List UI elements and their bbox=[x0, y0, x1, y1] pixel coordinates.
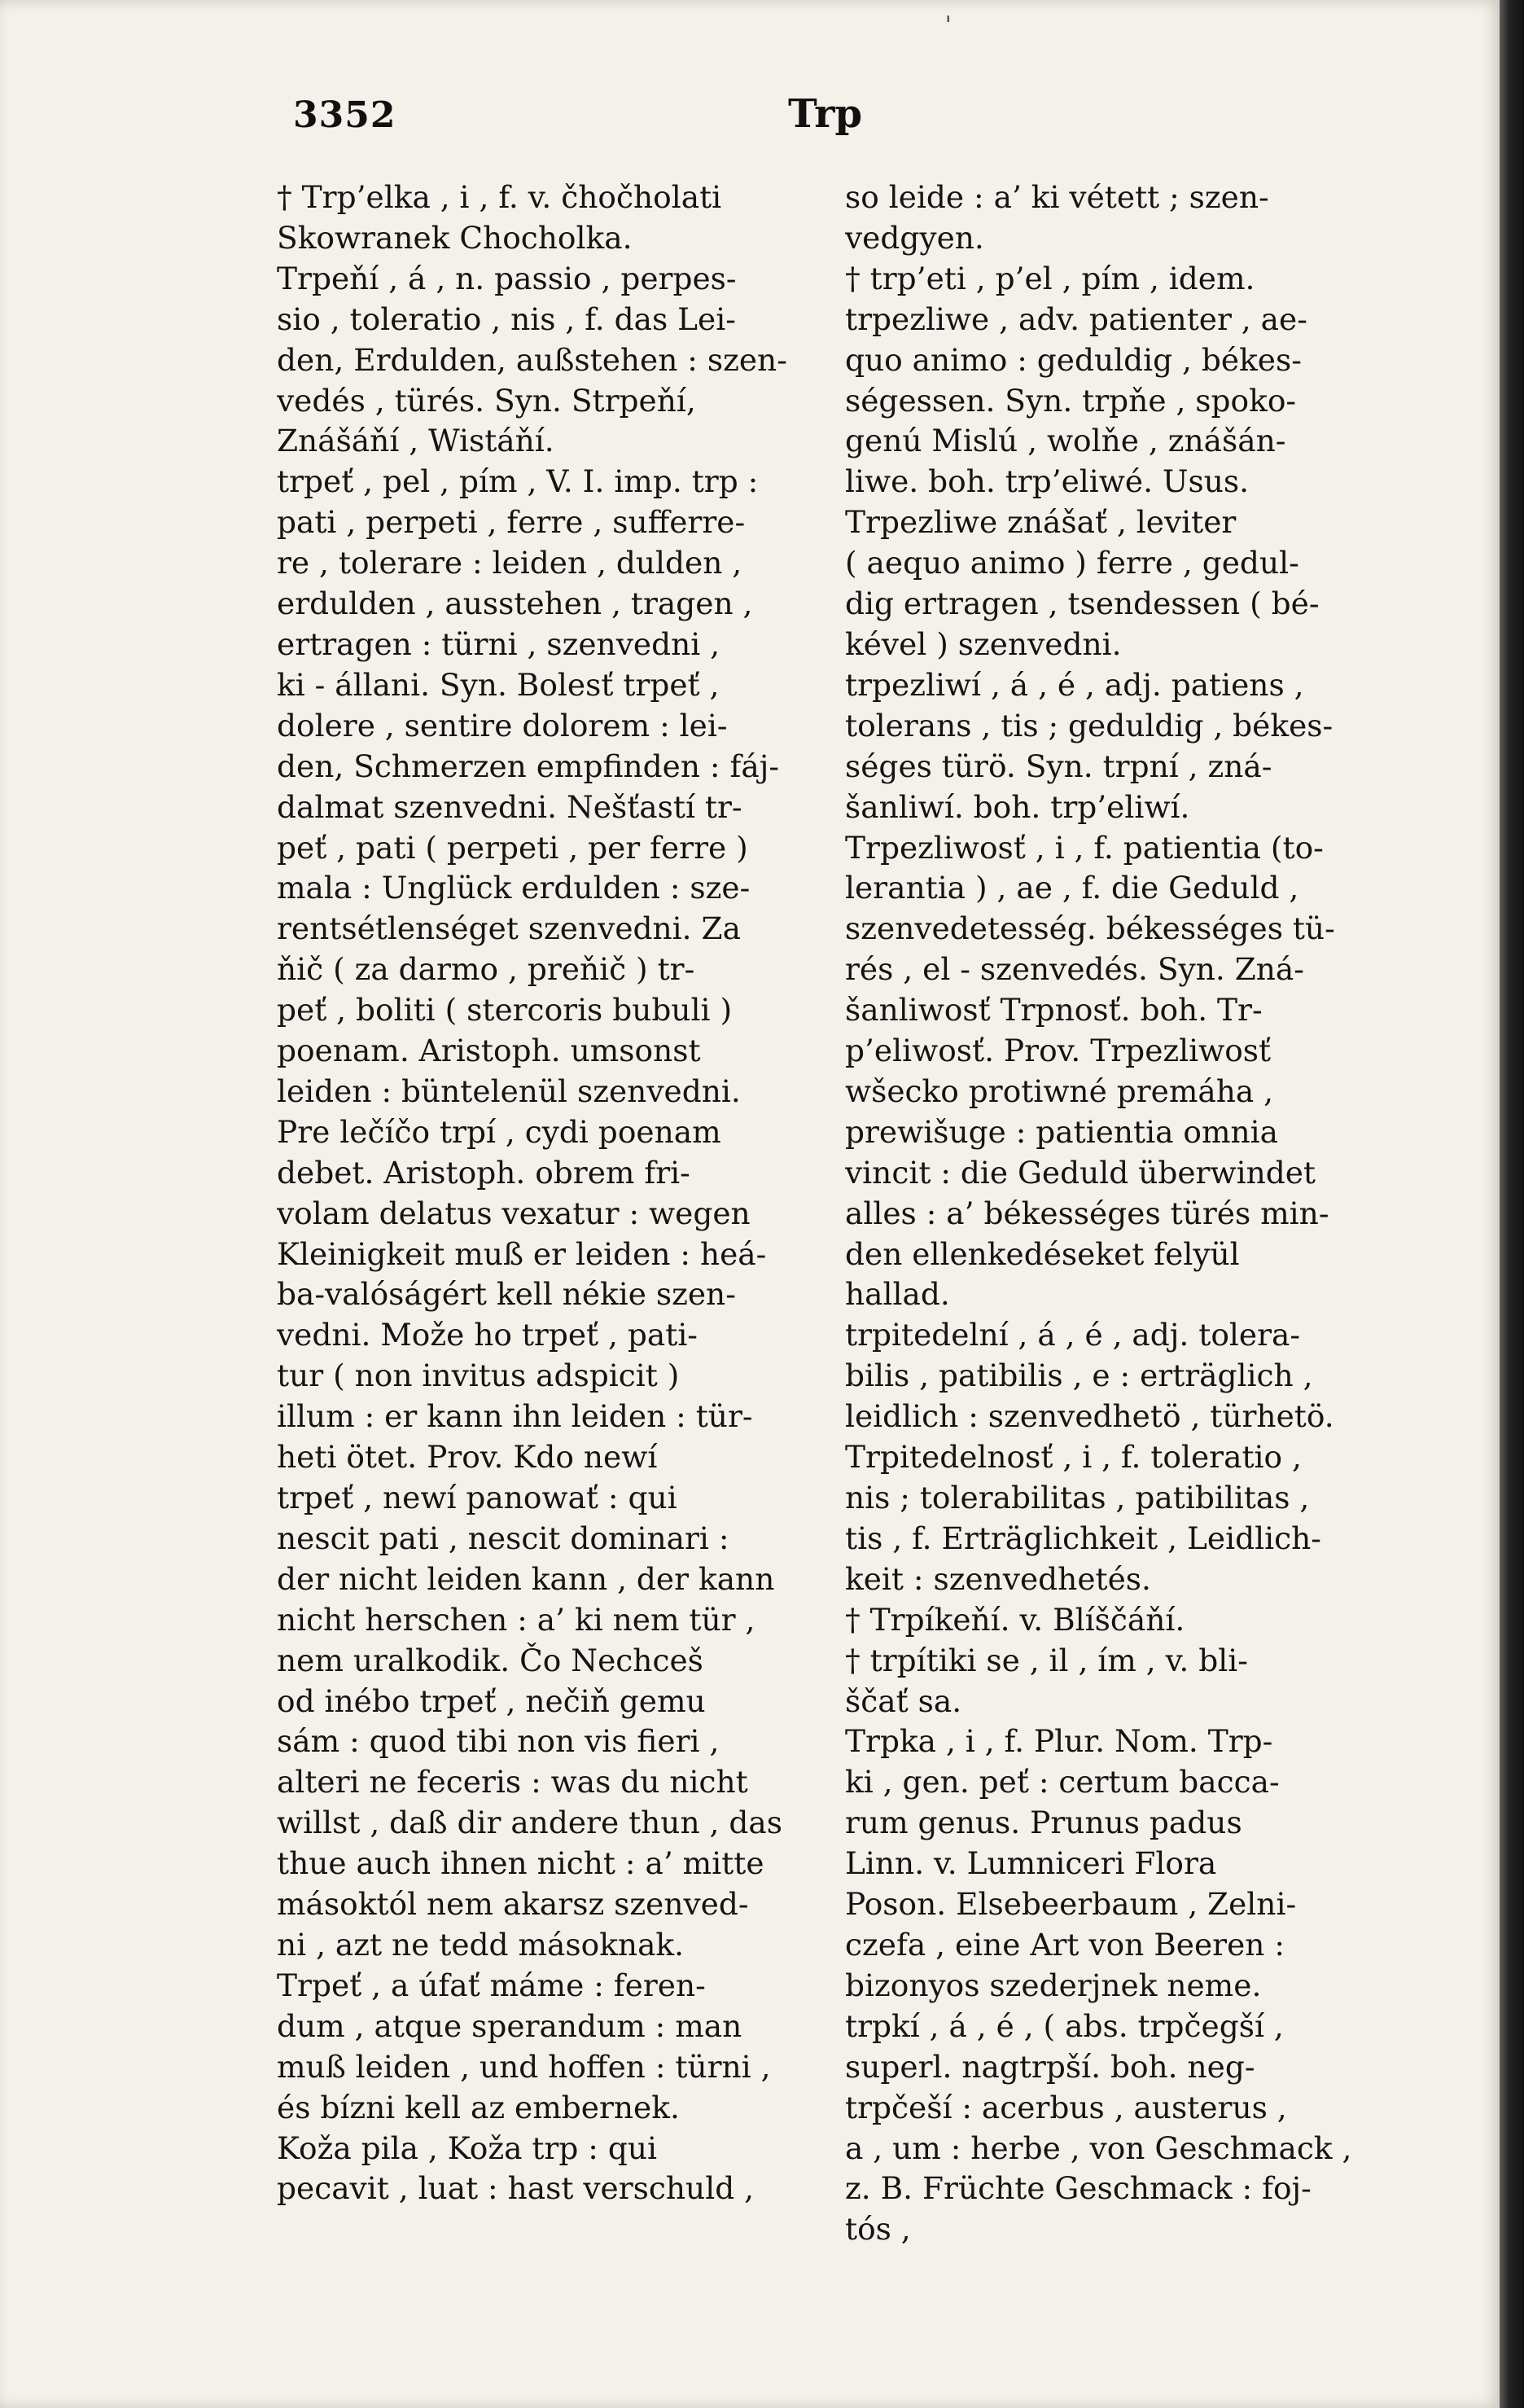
entry-line: leiden : büntelenül szenvedni. bbox=[277, 1072, 741, 1109]
entry-line: šanliwosť Trpnosť. boh. Tr- bbox=[845, 992, 1263, 1029]
entry-line: alles : a’ békességes türés min- bbox=[845, 1195, 1329, 1231]
entry-line: rentsétlenséget szenvedni. Za bbox=[277, 910, 741, 947]
entry-line: Koža pila , Koža trp : qui bbox=[277, 2129, 657, 2166]
entry-line: † trpítiki se , il , ím , v. bli- bbox=[845, 1642, 1248, 1678]
entry-line: séges türö. Syn. trpní , zná- bbox=[845, 748, 1272, 784]
entry-line: másoktól nem akarsz szenved- bbox=[277, 1886, 749, 1923]
entry-line: ertragen : türni , szenvedni , bbox=[277, 625, 720, 662]
entry-line: ba-valóságért kell nékie szen- bbox=[277, 1276, 736, 1313]
entry-line: † Trp’elka , i , f. v. čhočholati bbox=[277, 179, 722, 215]
entry-line: Pre lečíčo trpí , cydi poenam bbox=[277, 1113, 721, 1150]
entry-line: bilis , patibilis , e : erträglich , bbox=[845, 1358, 1313, 1394]
entry-line: sio , toleratio , nis , f. das Lei- bbox=[277, 300, 736, 337]
entry-line: dum , atque sperandum : man bbox=[277, 2007, 742, 2044]
entry-line: a , um : herbe , von Geschmack , bbox=[845, 2129, 1352, 2166]
entry-line: trpezliwe , adv. patienter , ae- bbox=[845, 300, 1307, 337]
entry-line: kével ) szenvedni. bbox=[845, 625, 1122, 662]
entry-line: peť , boliti ( stercoris bubuli ) bbox=[277, 992, 733, 1029]
entry-line: Trpeť , a úfať máme : feren- bbox=[277, 1967, 706, 2003]
entry-line: muß leiden , und hoffen : türni , bbox=[277, 2048, 771, 2085]
entry-line: erdulden , ausstehen , tragen , bbox=[277, 586, 753, 622]
entry-line: keit : szenvedhetés. bbox=[845, 1560, 1151, 1597]
entry-line: dolere , sentire dolorem : lei- bbox=[277, 707, 728, 743]
entry-line: z. B. Früchte Geschmack : foj- bbox=[845, 2170, 1312, 2207]
entry-line: tós , bbox=[845, 2211, 911, 2248]
entry-line: szenvedetesség. békességes tü- bbox=[845, 910, 1335, 947]
entry-line: den, Schmerzen empfinden : fáj- bbox=[277, 748, 780, 784]
entry-line: wšecko protiwné premáha , bbox=[845, 1072, 1274, 1109]
entry-line: Trpitedelnosť , i , f. toleratio , bbox=[845, 1439, 1302, 1476]
entry-line: prewišuge : patientia omnia bbox=[845, 1113, 1279, 1150]
entry-line: willst , daß dir andere thun , das bbox=[277, 1805, 782, 1841]
entry-line: trpezliwí , á , é , adj. patiens , bbox=[845, 666, 1304, 703]
entry-line: ( aequo animo ) ferre , gedul- bbox=[845, 545, 1299, 581]
entry-line: trpitedelní , á , é , adj. tolera- bbox=[845, 1317, 1301, 1353]
entry-line: superl. nagtrpší. boh. neg- bbox=[845, 2048, 1255, 2085]
entry-line: trpčeší : acerbus , austerus , bbox=[845, 2089, 1287, 2125]
entry-line: † Trpíkeňí. v. Blíščáňí. bbox=[845, 1601, 1185, 1638]
entry-line: tis , f. Erträglichkeit , Leidlich- bbox=[845, 1520, 1321, 1556]
entry-line: rés , el - szenvedés. Syn. Zná- bbox=[845, 951, 1304, 988]
ink-speck: ˈ bbox=[944, 11, 952, 44]
entry-line: quo animo : geduldig , békes- bbox=[845, 341, 1302, 378]
entry-line: rum genus. Prunus padus bbox=[845, 1805, 1242, 1841]
entry-line: Znášáňí , Wistáňí. bbox=[277, 423, 554, 459]
page-number: 3352 bbox=[293, 94, 396, 136]
left-column bbox=[277, 178, 814, 2209]
entry-line: czefa , eine Art von Beeren : bbox=[845, 1926, 1285, 1963]
entry-line: leidlich : szenvedhetö , türhetö. bbox=[845, 1398, 1334, 1435]
entry-line: ségessen. Syn. trpňe , spoko- bbox=[845, 382, 1297, 419]
entry-line: p’eliwosť. Prov. Trpezliwosť bbox=[845, 1033, 1272, 1069]
entry-line: illum : er kann ihn leiden : tür- bbox=[277, 1398, 753, 1435]
entry-line: nis ; tolerabilitas , patibilitas , bbox=[845, 1480, 1310, 1515]
entry-line: šanliwí. boh. trp’eliwí. bbox=[845, 788, 1190, 825]
entry-line: vedni. Može ho trpeť , pati- bbox=[277, 1317, 698, 1353]
entry-line: vedgyen. bbox=[845, 219, 984, 256]
entry-line: pati , perpeti , ferre , sufferre- bbox=[277, 504, 746, 541]
entry-line: od inébo trpeť , nečiň gemu bbox=[277, 1682, 706, 1719]
entry-line: vedés , türés. Syn. Strpeňí, bbox=[277, 382, 696, 419]
entry-line: ni , azt ne tedd másoknak. bbox=[277, 1926, 685, 1963]
entry-line: trpeť , newí panowať : qui bbox=[277, 1480, 677, 1515]
running-head: Trp bbox=[788, 91, 863, 137]
entry-line: trpkí , á , é , ( abs. trpčegší , bbox=[845, 2007, 1284, 2044]
entry-line: vincit : die Geduld überwindet bbox=[845, 1154, 1316, 1191]
entry-line: nem uralkodik. Čo Nechceš bbox=[277, 1642, 703, 1678]
entry-line: dalmat szenvedni. Nešťastí tr- bbox=[277, 788, 742, 825]
entry-line: Trpezliwe znášať , leviter bbox=[845, 504, 1237, 541]
entry-line: pecavit , luat : hast verschuld , bbox=[277, 2170, 755, 2207]
entry-line: nescit pati , nescit dominari : bbox=[277, 1520, 729, 1556]
entry-line: tolerans , tis ; geduldig , békes- bbox=[845, 707, 1334, 743]
entry-line: Skowranek Chocholka. bbox=[277, 219, 633, 256]
entry-line: Kleinigkeit muß er leiden : heá- bbox=[277, 1235, 767, 1272]
entry-line: liwe. boh. trp’eliwé. Usus. bbox=[845, 463, 1250, 500]
entry-line: nicht herschen : a’ ki nem tür , bbox=[277, 1601, 755, 1638]
entry-line: so leide : a’ ki vétett ; szen- bbox=[845, 179, 1269, 215]
entry-line: dig ertragen , tsendessen ( bé- bbox=[845, 586, 1320, 622]
entry-line: bizonyos szederjnek neme. bbox=[845, 1967, 1262, 2003]
entry-line: Linn. v. Lumniceri Flora bbox=[845, 1845, 1217, 1882]
entry-line: den ellenkedéseket felyül bbox=[845, 1235, 1240, 1272]
right-column bbox=[845, 178, 1431, 2250]
page-edge-shadow bbox=[1500, 0, 1524, 2408]
entry-line: alteri ne feceris : was du nicht bbox=[277, 1764, 748, 1801]
entry-line: poenam. Aristoph. umsonst bbox=[277, 1033, 701, 1069]
entry-line: heti ötet. Prov. Kdo newí bbox=[277, 1439, 658, 1476]
entry-line: peť , pati ( perpeti , per ferre ) bbox=[277, 829, 748, 866]
entry-line: ňič ( za darmo , preňič ) tr- bbox=[277, 951, 695, 988]
entry-line: Trpeňí , á , n. passio , perpes- bbox=[277, 260, 737, 296]
entry-line: thue auch ihnen nicht : a’ mitte bbox=[277, 1845, 764, 1882]
entry-line: trpeť , pel , pím , V. I. imp. trp : bbox=[277, 463, 759, 500]
entry-line: ki - állani. Syn. Bolesť trpeť , bbox=[277, 666, 720, 703]
entry-line: ki , gen. peť : certum bacca- bbox=[845, 1764, 1280, 1801]
entry-line: volam delatus vexatur : wegen bbox=[277, 1195, 751, 1231]
entry-line: Trpka , i , f. Plur. Nom. Trp- bbox=[845, 1723, 1273, 1760]
entry-line: Trpezliwosť , i , f. patientia (to- bbox=[845, 829, 1324, 866]
entry-line: és bízni kell az embernek. bbox=[277, 2089, 680, 2125]
entry-line: sám : quod tibi non vis fieri , bbox=[277, 1723, 720, 1760]
entry-line: den, Erdulden, außstehen : szen- bbox=[277, 341, 787, 378]
entry-line: genú Mislú , wolňe , znášán- bbox=[845, 423, 1286, 459]
entry-line: re , tolerare : leiden , dulden , bbox=[277, 545, 742, 581]
entry-line: mala : Unglück erdulden : sze- bbox=[277, 870, 751, 906]
entry-line: der nicht leiden kann , der kann bbox=[277, 1560, 775, 1597]
entry-line: † trp’eti , p’el , pím , idem. bbox=[845, 260, 1255, 296]
entry-line: ščať sa. bbox=[845, 1682, 962, 1719]
entry-line: lerantia ) , ae , f. die Geduld , bbox=[845, 870, 1299, 906]
entry-line: tur ( non invitus adspicit ) bbox=[277, 1358, 680, 1394]
entry-line: debet. Aristoph. obrem fri- bbox=[277, 1154, 690, 1191]
page-header bbox=[0, 91, 1500, 148]
entry-line: hallad. bbox=[845, 1276, 950, 1313]
entry-line: Poson. Elsebeerbaum , Zelni- bbox=[845, 1886, 1297, 1923]
